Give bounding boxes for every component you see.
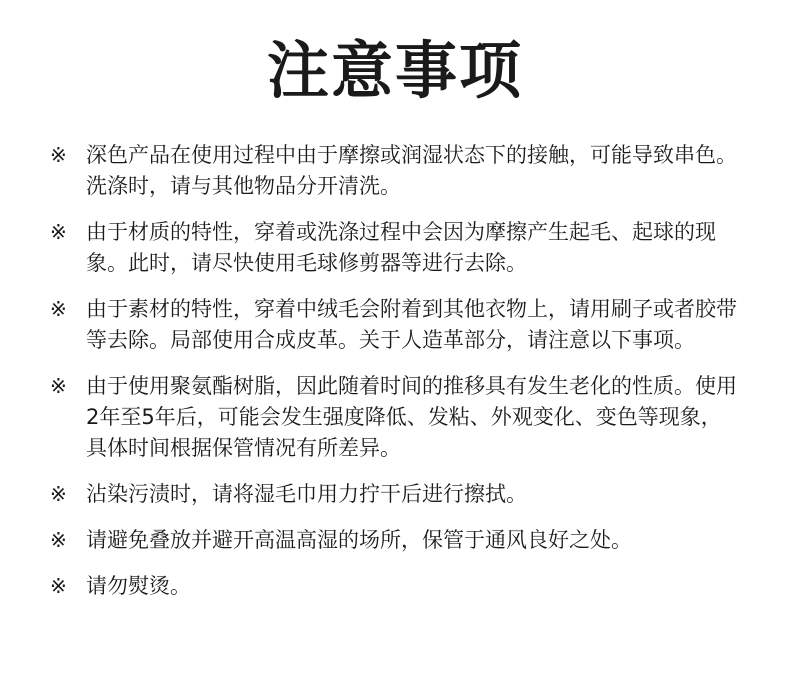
page-title: 注意事项 [266,34,523,107]
note-item-2 [50,217,740,279]
reference-mark-icon: ※ [50,374,67,398]
note-item-1 [50,140,740,202]
reference-mark-icon: ※ [50,482,67,506]
note-item-5 [50,479,740,510]
note-item-6 [50,525,740,556]
notes-list [50,140,740,617]
note-item-4 [50,371,740,464]
note-item-3 [50,294,740,356]
reference-mark-icon: ※ [50,143,67,167]
note-text: 请勿熨烫。 [86,574,191,598]
note-item-7 [50,571,740,602]
note-text: 由于使用聚氨酯树脂，因此随着时间的推移具有发生老化的性质。使用2年至5年后，可能会发生强度降低、发粘、外观变化、变色等现象，具体时间根据保管情况有所差异。 [86,374,737,460]
reference-mark-icon: ※ [50,220,67,244]
note-text: 由于素材的特性，穿着中绒毛会附着到其他衣物上，请用刷子或者胶带等去除。局部使用合成皮革。关于人造革部分，请注意以下事项。 [86,297,737,352]
reference-mark-icon: ※ [50,528,67,552]
note-text: 深色产品在使用过程中由于摩擦或润湿状态下的接触，可能导致串色。洗涤时，请与其他物品分开清洗。 [86,143,737,198]
note-text: 由于材质的特性，穿着或洗涤过程中会因为摩擦产生起毛、起球的现象。此时，请尽快使用毛球修剪器等进行去除。 [86,220,716,275]
note-text: 沾染污渍时，请将湿毛巾用力拧干后进行擦拭。 [86,482,527,506]
reference-mark-icon: ※ [50,297,67,321]
note-text: 请避免叠放并避开高温高湿的场所，保管于通风良好之处。 [86,528,632,552]
reference-mark-icon: ※ [50,574,67,598]
